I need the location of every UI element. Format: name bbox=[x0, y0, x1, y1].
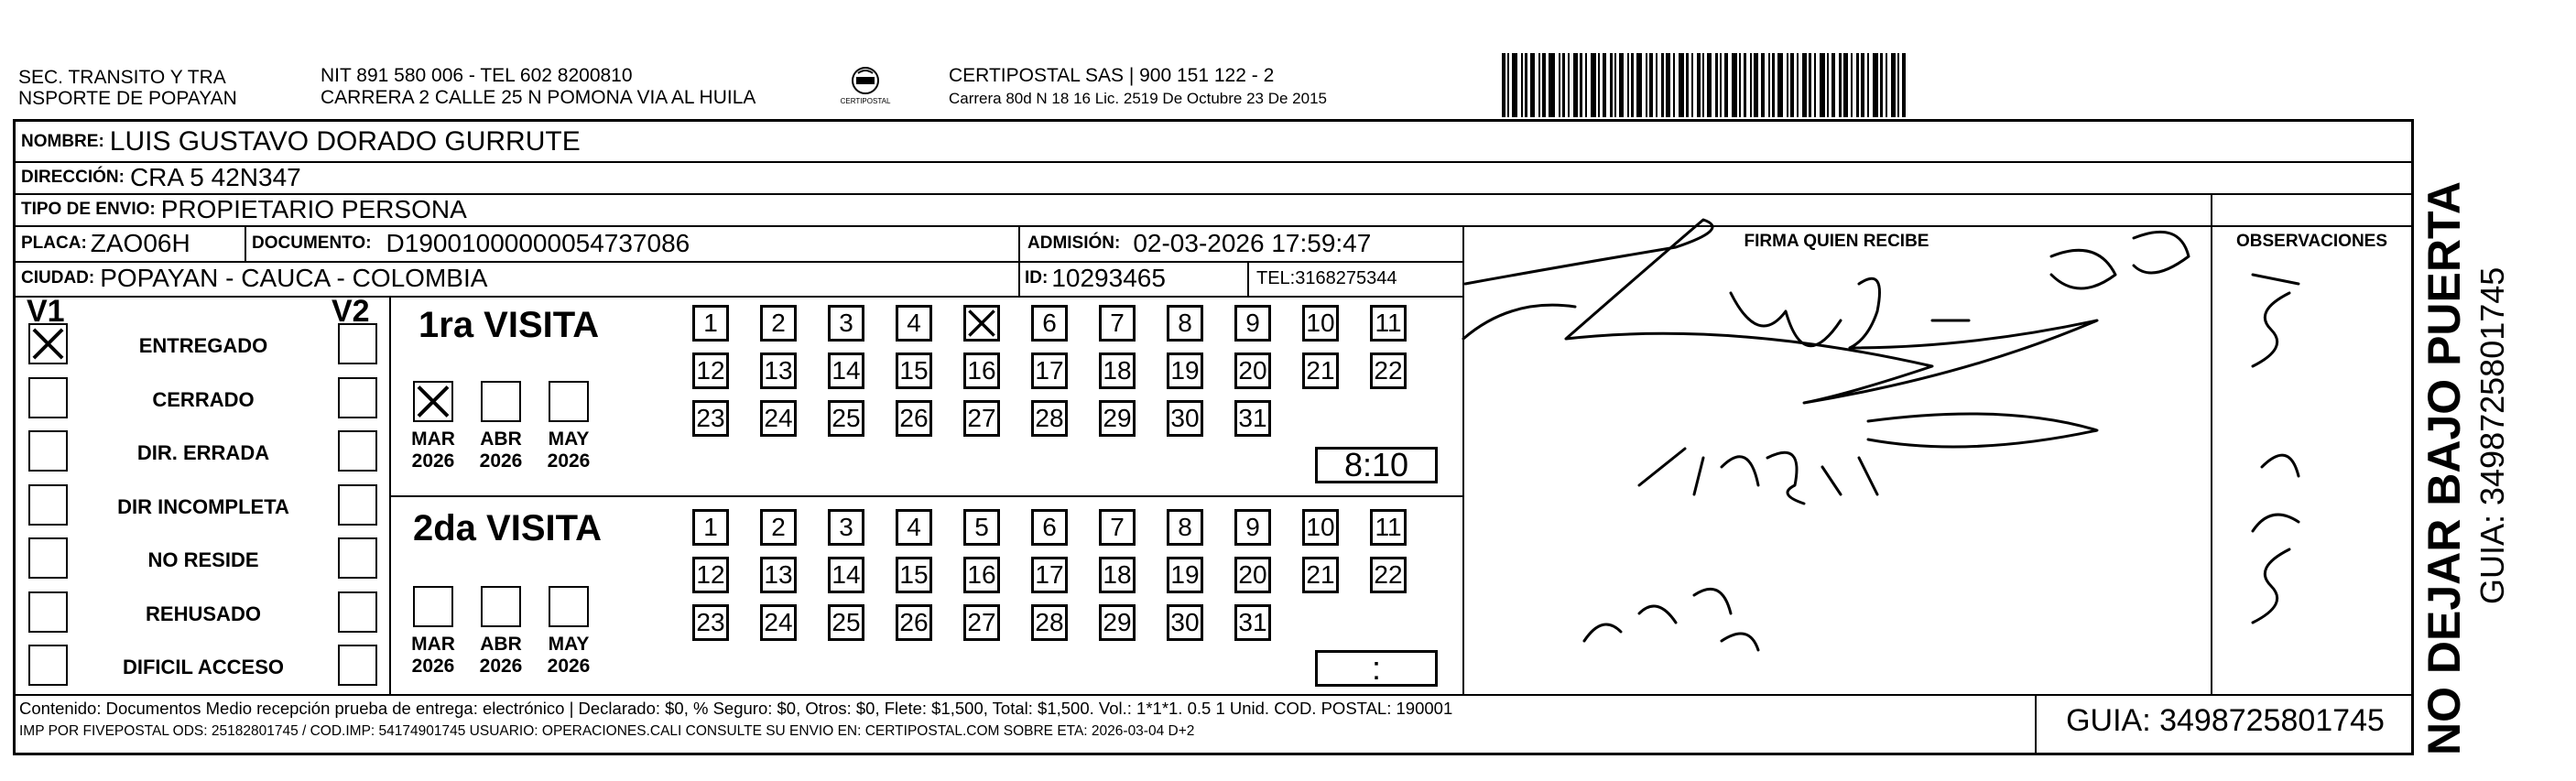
logo-small-text: CERTIPOSTAL bbox=[840, 97, 891, 105]
status-option-label: DIR INCOMPLETA bbox=[117, 494, 289, 518]
day-box-3[interactable]: 3 bbox=[828, 509, 864, 546]
divider bbox=[389, 495, 1462, 497]
day-box-29[interactable]: 29 bbox=[1099, 604, 1136, 641]
ciudad-value: POPAYAN - CAUCA - COLOMBIA bbox=[100, 264, 488, 292]
day-box-19[interactable]: 19 bbox=[1167, 557, 1203, 593]
day-box-18[interactable]: 18 bbox=[1099, 557, 1136, 593]
day-box-13[interactable]: 13 bbox=[760, 557, 797, 593]
month-checkbox-abr[interactable] bbox=[481, 586, 521, 627]
day-box-10[interactable]: 10 bbox=[1302, 305, 1339, 342]
year-label: 2026 bbox=[547, 450, 591, 472]
day-box-14[interactable]: 14 bbox=[828, 353, 864, 389]
nit-line: NIT 891 580 006 - TEL 602 8200810 bbox=[321, 65, 633, 86]
company-line: CERTIPOSTAL SAS | 900 151 122 - 2 bbox=[949, 65, 1275, 86]
day-box-22[interactable]: 22 bbox=[1370, 557, 1407, 593]
direccion-label: DIRECCIÓN: bbox=[21, 167, 125, 187]
day-box-27[interactable]: 27 bbox=[963, 400, 1000, 437]
day-box-27[interactable]: 27 bbox=[963, 604, 1000, 641]
firma-label: FIRMA QUIEN RECIBE bbox=[1744, 232, 1929, 251]
day-box-8[interactable]: 8 bbox=[1167, 509, 1203, 546]
side-warning: NO DEJAR BAJO PUERTA bbox=[2418, 181, 2470, 755]
month-label: MAR bbox=[411, 428, 455, 450]
v2-checkbox-no-reside[interactable] bbox=[338, 537, 377, 579]
v1-checkbox-dir-errada[interactable] bbox=[28, 430, 68, 472]
day-box-28[interactable]: 28 bbox=[1031, 604, 1068, 641]
month-checkbox-mar[interactable] bbox=[413, 381, 453, 422]
divider bbox=[389, 296, 391, 694]
divider bbox=[16, 694, 2411, 696]
month-label: MAY bbox=[548, 634, 590, 655]
id-label: ID: bbox=[1025, 268, 1049, 287]
tipo-envio-label: TIPO DE ENVIO: bbox=[21, 199, 156, 219]
day-box-7[interactable]: 7 bbox=[1099, 305, 1136, 342]
day-box-2[interactable]: 2 bbox=[760, 509, 797, 546]
month-label: ABR bbox=[480, 428, 522, 450]
id-value: 10293465 bbox=[1051, 264, 1166, 292]
observaciones-label: OBSERVACIONES bbox=[2235, 232, 2388, 251]
v1-checkbox-entregado[interactable] bbox=[28, 323, 68, 364]
divider bbox=[245, 225, 246, 262]
visit1-time[interactable]: 8:10 bbox=[1315, 447, 1438, 483]
tel-value: 3168275344 bbox=[1295, 267, 1397, 288]
year-label: 2026 bbox=[479, 450, 523, 472]
day-box-13[interactable]: 13 bbox=[760, 353, 797, 389]
day-box-24[interactable]: 24 bbox=[760, 604, 797, 641]
divider bbox=[1018, 225, 1020, 296]
day-box-8[interactable]: 8 bbox=[1167, 305, 1203, 342]
day-box-7[interactable]: 7 bbox=[1099, 509, 1136, 546]
visit2-title: 2da VISITA bbox=[413, 508, 602, 548]
sender-line-1: SEC. TRANSITO Y TRA bbox=[18, 67, 226, 88]
day-box-30[interactable]: 30 bbox=[1167, 400, 1203, 437]
day-box-18[interactable]: 18 bbox=[1099, 353, 1136, 389]
contenido-line: Contenido: Documentos Medio recepción prueba de entrega: electrónico | Declarado: $0, % Seguro: $0, Otros: $0, Flete: $1,500, Total: $1,500. Vol.: 1*1*1. 0.5 1 Unid. COD. POSTAL: 190001 bbox=[19, 699, 1453, 718]
day-box-23[interactable]: 23 bbox=[692, 400, 729, 437]
status-option-label: DIFICIL ACCESO bbox=[122, 656, 284, 678]
day-box-30[interactable]: 30 bbox=[1167, 604, 1203, 641]
day-box-19[interactable]: 19 bbox=[1167, 353, 1203, 389]
day-box-5[interactable] bbox=[963, 305, 1000, 342]
v1-checkbox-no-reside[interactable] bbox=[28, 537, 68, 579]
day-box-6[interactable]: 6 bbox=[1031, 305, 1068, 342]
day-box-21[interactable]: 21 bbox=[1302, 557, 1339, 593]
v2-checkbox-entregado[interactable] bbox=[338, 323, 377, 364]
day-box-4[interactable]: 4 bbox=[896, 305, 932, 342]
nombre-value: LUIS GUSTAVO DORADO GURRUTE bbox=[109, 125, 581, 157]
day-box-12[interactable]: 12 bbox=[692, 557, 729, 593]
side-guia: GUIA: 3498725801745 bbox=[2473, 266, 2511, 604]
day-box-29[interactable]: 29 bbox=[1099, 400, 1136, 437]
day-box-31[interactable]: 31 bbox=[1234, 400, 1271, 437]
guia-box: GUIA: 3498725801745 bbox=[2066, 703, 2385, 738]
month-label: MAY bbox=[548, 428, 590, 450]
v2-checkbox-rehusado[interactable] bbox=[338, 591, 377, 633]
day-box-26[interactable]: 26 bbox=[896, 604, 932, 641]
status-option-label: NO RESIDE bbox=[147, 548, 259, 571]
address-line: CARRERA 2 CALLE 25 N POMONA VIA AL HUILA bbox=[321, 87, 756, 108]
status-option-label: ENTREGADO bbox=[138, 334, 268, 357]
day-box-20[interactable]: 20 bbox=[1234, 557, 1271, 593]
day-box-21[interactable]: 21 bbox=[1302, 353, 1339, 389]
day-box-15[interactable]: 15 bbox=[896, 353, 932, 389]
observaciones-handwriting bbox=[2216, 256, 2363, 678]
year-label: 2026 bbox=[411, 656, 455, 677]
day-box-22[interactable]: 22 bbox=[1370, 353, 1407, 389]
year-label: 2026 bbox=[479, 656, 523, 677]
status-option-label: DIR. ERRADA bbox=[136, 441, 270, 464]
divider bbox=[1247, 261, 1249, 296]
admision-value: 02-03-2026 17:59:47 bbox=[1133, 228, 1372, 257]
v2-checkbox-cerrado[interactable] bbox=[338, 377, 377, 418]
divider bbox=[16, 161, 2411, 163]
documento-label: DOCUMENTO: bbox=[252, 233, 372, 253]
month-checkbox-abr[interactable] bbox=[481, 381, 521, 422]
day-box-20[interactable]: 20 bbox=[1234, 353, 1271, 389]
direccion-value: CRA 5 42N347 bbox=[129, 162, 301, 191]
license-line: Carrera 80d N 18 16 Lic. 2519 De Octubre 23 De 2015 bbox=[949, 90, 1327, 107]
status-option-label: CERRADO bbox=[152, 387, 255, 411]
v2-checkbox-dir-incompleta[interactable] bbox=[338, 484, 377, 526]
day-box-2[interactable]: 2 bbox=[760, 305, 797, 342]
day-box-11[interactable]: 11 bbox=[1370, 509, 1407, 546]
day-box-23[interactable]: 23 bbox=[692, 604, 729, 641]
v2-checkbox-dificil-acceso[interactable] bbox=[338, 645, 377, 686]
placa-label: PLACA: bbox=[21, 233, 87, 253]
visit2-time[interactable]: : bbox=[1315, 650, 1438, 687]
day-box-15[interactable]: 15 bbox=[896, 557, 932, 593]
day-box-14[interactable]: 14 bbox=[828, 557, 864, 593]
tel-label: TEL: bbox=[1256, 267, 1296, 288]
year-label: 2026 bbox=[547, 656, 591, 677]
day-box-11[interactable]: 11 bbox=[1370, 305, 1407, 342]
day-box-3[interactable]: 3 bbox=[828, 305, 864, 342]
month-label: MAR bbox=[411, 634, 455, 655]
day-box-31[interactable]: 31 bbox=[1234, 604, 1271, 641]
divider bbox=[2035, 694, 2037, 753]
day-box-25[interactable]: 25 bbox=[828, 604, 864, 641]
day-box-12[interactable]: 12 bbox=[692, 353, 729, 389]
day-box-17[interactable]: 17 bbox=[1031, 353, 1068, 389]
status-option-label: REHUSADO bbox=[146, 602, 261, 625]
month-checkbox-mar[interactable] bbox=[413, 586, 453, 627]
placa-value: ZAO06H bbox=[90, 228, 190, 257]
day-box-5[interactable]: 5 bbox=[963, 509, 1000, 546]
day-box-28[interactable]: 28 bbox=[1031, 400, 1068, 437]
v1-checkbox-rehusado[interactable] bbox=[28, 591, 68, 633]
month-checkbox-may[interactable] bbox=[549, 381, 589, 422]
day-box-9[interactable]: 9 bbox=[1234, 305, 1271, 342]
day-box-25[interactable]: 25 bbox=[828, 400, 864, 437]
visit1-title: 1ra VISITA bbox=[418, 305, 600, 345]
month-label: ABR bbox=[480, 634, 522, 655]
month-checkbox-may[interactable] bbox=[549, 586, 589, 627]
admision-label: ADMISIÓN: bbox=[1027, 233, 1121, 253]
sender-line-2: NSPORTE DE POPAYAN bbox=[18, 88, 237, 109]
certipostal-logo bbox=[838, 62, 893, 115]
day-box-24[interactable]: 24 bbox=[760, 400, 797, 437]
year-label: 2026 bbox=[411, 450, 455, 472]
v2-label: V2 bbox=[332, 294, 370, 329]
ciudad-label: CIUDAD: bbox=[21, 268, 95, 287]
ods-line: IMP POR FIVEPOSTAL ODS: 25182801745 / COD.IMP: 54174901745 USUARIO: OPERACIONES.CALI CONSULTE SU ENVIO EN: CERTIPOSTAL.COM SOBRE ETA: 2026-03-04 D+2 bbox=[19, 723, 1195, 739]
day-box-1[interactable]: 1 bbox=[692, 305, 729, 342]
v1-checkbox-dificil-acceso[interactable] bbox=[28, 645, 68, 686]
day-box-4[interactable]: 4 bbox=[896, 509, 932, 546]
nombre-label: NOMBRE: bbox=[21, 131, 104, 151]
v1-checkbox-cerrado[interactable] bbox=[28, 377, 68, 418]
divider bbox=[16, 296, 1462, 298]
documento-value: D19001000000054737086 bbox=[386, 228, 690, 257]
tipo-envio-value: PROPIETARIO PERSONA bbox=[160, 194, 467, 223]
day-box-16[interactable]: 16 bbox=[963, 557, 1000, 593]
v1-label: V1 bbox=[27, 294, 65, 329]
day-box-9[interactable]: 9 bbox=[1234, 509, 1271, 546]
day-box-10[interactable]: 10 bbox=[1302, 509, 1339, 546]
day-box-26[interactable]: 26 bbox=[896, 400, 932, 437]
barcode bbox=[1502, 53, 2234, 117]
day-box-1[interactable]: 1 bbox=[692, 509, 729, 546]
v2-checkbox-dir-errada[interactable] bbox=[338, 430, 377, 472]
day-box-16[interactable]: 16 bbox=[963, 353, 1000, 389]
day-box-6[interactable]: 6 bbox=[1031, 509, 1068, 546]
v1-checkbox-dir-incompleta[interactable] bbox=[28, 484, 68, 526]
day-box-17[interactable]: 17 bbox=[1031, 557, 1068, 593]
